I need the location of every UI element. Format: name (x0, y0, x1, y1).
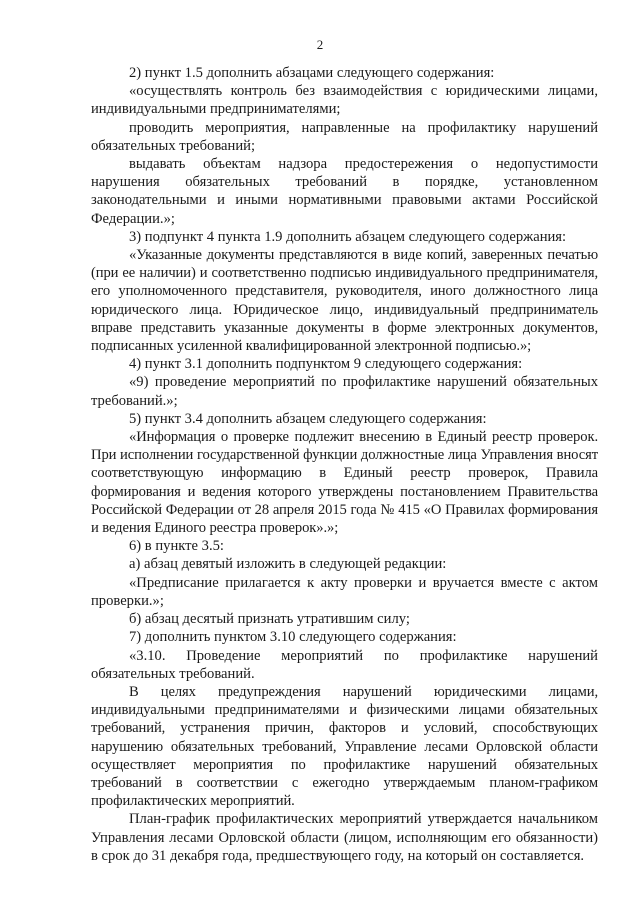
paragraph: 4) пункт 3.1 дополнить подпунктом 9 следующего содержания: (129, 356, 523, 373)
paragraph: «9) проведение мероприятий по профилактике нарушений обязательных требований.»; (91, 374, 598, 409)
paragraph: «Предписание прилагается к акту проверки и вручается вместе с актом проверки.»; (91, 574, 598, 609)
paragraph: «осуществлять контроль без взаимодействия с юридическими лицами, индивидуальными предпринимателями; (91, 83, 598, 118)
paragraph: выдавать объектам надзора предостережения о недопустимости нарушения обязательных требований в порядке, установленном законодательными и иными нормативными правовыми актами Российской Федерации.»; (91, 156, 598, 227)
document-body (91, 64, 598, 865)
paragraph: 3) подпункт 4 пункта 1.9 дополнить абзацем следующего содержания: (129, 228, 567, 245)
paragraph: 5) пункт 3.4 дополнить абзацем следующего содержания: (129, 410, 487, 427)
paragraph: б) абзац десятый признать утратившим силу; (129, 611, 410, 628)
paragraph: План-график профилактических мероприятий утверждается начальником Управления лесами Орловской области (лицом, исполняющим его обязанности) в срок до 31 декабря года, предшествующего году, на который он составляется. (91, 811, 598, 864)
page-number: 2 (316, 37, 324, 52)
paragraph: 6) в пункте 3.5: (129, 538, 224, 555)
paragraph: 2) пункт 1.5 дополнить абзацами следующего содержания: (129, 65, 495, 81)
paragraph: проводить мероприятия, направленные на профилактику нарушений обязательных требований; (91, 119, 598, 154)
paragraph: «3.10. Проведение мероприятий по профилактике нарушений обязательных требований. (91, 647, 598, 682)
paragraph: «Информация о проверке подлежит внесению в Единый реестр проверок. При исполнении государственной функции должностные лица Управления вносят соответствующую информацию в Единый реестр проверок, Правила формирования и ведения которого утверждены постановлением Правительства Российской Федерации от 28 апреля 2015 года № 415 «О Правилах формирования и ведения Единого реестра проверок».»; (91, 429, 598, 537)
paragraph: «Указанные документы представляются в виде копий, заверенных печатью (при ее наличии) и соответственно подписью индивидуального предпринимателя, его уполномоченного представителя, руководителя, иного должностного лица юридического лица. Юридическое лицо, индивидуальный предприниматель вправе представить указанные документы в форме электронных документов, подписанных усиленной квалифицированной электронной подписью.»; (91, 247, 598, 355)
paragraph: В целях предупреждения нарушений юридическими лицами, индивидуальными предпринимателями и физическими лицами обязательных требований, устранения причин, факторов и условий, способствующих нарушению обязательных требований, Управление лесами Орловской области осуществляет мероприятия по профилактике нарушений обязательных требований в соответствии с ежегодно утверждаемым планом-графиком профилактических мероприятий. (91, 683, 598, 810)
paragraph: 7) дополнить пунктом 3.10 следующего содержания: (129, 629, 457, 646)
paragraph: а) абзац девятый изложить в следующей редакции: (129, 556, 447, 573)
